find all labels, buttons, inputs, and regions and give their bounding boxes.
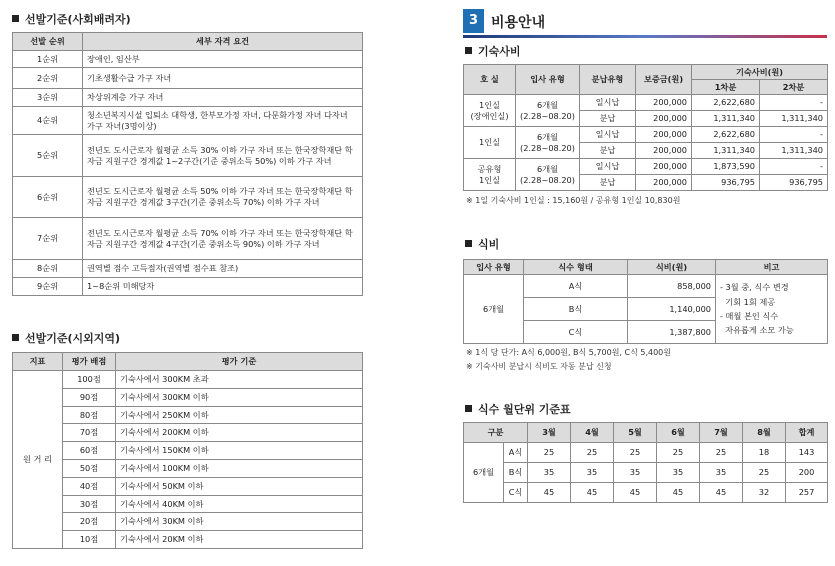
criteria-cell: 기숙사에서 50KM 이하: [116, 477, 363, 495]
col-header-category: 구분: [464, 423, 528, 443]
meal-type-cell: A식: [524, 275, 628, 298]
pay-type-cell: 분납: [580, 111, 636, 127]
rank-cell: 9순위: [13, 278, 83, 296]
col-header-deposit: 보증금(원): [636, 65, 692, 95]
deposit-cell: 200,000: [636, 175, 692, 191]
col-header-room: 호 실: [464, 65, 516, 95]
col-header-pay-type: 분납유형: [580, 65, 636, 95]
count-cell: 25: [528, 443, 571, 463]
rank-cell: 5순위: [13, 135, 83, 177]
section-title: 비용안내: [491, 15, 546, 31]
pay-type-cell: 분납: [580, 175, 636, 191]
count-cell: 45: [657, 483, 700, 503]
rank-cell: 2순위: [13, 68, 83, 89]
criteria-cell: 기숙사에서 300KM 초과: [116, 371, 363, 389]
count-cell: 25: [614, 443, 657, 463]
square-bullet-icon: [465, 240, 472, 247]
score-cell: 80점: [63, 406, 116, 424]
deposit-cell: 200,000: [636, 159, 692, 175]
count-cell: 45: [571, 483, 614, 503]
col-header-month: 7월: [700, 423, 743, 443]
dorm-fee-table: [463, 64, 828, 191]
meal-monthly-table: [463, 422, 828, 503]
section-number-badge: 3: [463, 9, 484, 33]
count-cell: 25: [743, 463, 786, 483]
col-header-meal-type: 식수 형태: [524, 260, 628, 275]
period-cell: 6개월 (2.28~08.20): [516, 95, 580, 127]
remarks-cell: - 3월 중, 식수 변경 기회 1회 제공 - 매월 본인 식수 자유롭게 소모 가능: [716, 275, 828, 344]
requirement-cell: 기초생활수급 가구 자녀: [83, 68, 363, 89]
first-installment-cell: 2,622,680: [692, 127, 760, 143]
requirement-cell: 청소년복지시설 입퇴소 대학생, 한부모가정 자녀, 다문화가정 자녀 다자녀 가구 자녀(3명이상): [83, 107, 363, 135]
score-cell: 20점: [63, 513, 116, 531]
count-cell: 35: [614, 463, 657, 483]
deposit-cell: 200,000: [636, 143, 692, 159]
col-header-month: 5월: [614, 423, 657, 443]
col-header-criteria: 평가 기준: [116, 353, 363, 371]
score-cell: 60점: [63, 442, 116, 460]
pay-type-cell: 일시납: [580, 95, 636, 111]
meal-type-cell: B식: [504, 463, 528, 483]
outside-criteria-table: [12, 352, 363, 549]
second-installment-cell: -: [760, 159, 828, 175]
count-cell: 35: [571, 463, 614, 483]
requirement-cell: 1~8순위 미해당자: [83, 278, 363, 296]
count-cell: 25: [700, 443, 743, 463]
meal-type-cell: A식: [504, 443, 528, 463]
count-cell: 45: [528, 483, 571, 503]
total-cell: 257: [786, 483, 828, 503]
col-header-meal-fee: 식비(원): [628, 260, 716, 275]
rank-cell: 8순위: [13, 260, 83, 278]
first-installment-cell: 1,873,590: [692, 159, 760, 175]
col-header-period: 입사 유형: [516, 65, 580, 95]
score-cell: 100점: [63, 371, 116, 389]
square-bullet-icon: [12, 334, 19, 341]
meal-type-cell: C식: [524, 321, 628, 344]
period-cell: 6개월 (2.28~08.20): [516, 127, 580, 159]
count-cell: 35: [528, 463, 571, 483]
meal-fee-note-unit-price: ※ 1식 당 단가: A식 6,000원, B식 5,700원, C식 5,400원: [466, 348, 671, 357]
count-cell: 25: [571, 443, 614, 463]
col-header-indicator: 지표: [13, 353, 63, 371]
meal-fee-note-installment: ※ 기숙사비 분납시 식비도 자동 분납 신청: [466, 362, 612, 371]
requirement-cell: 차상위계층 가구 자녀: [83, 89, 363, 107]
score-cell: 40점: [63, 477, 116, 495]
pay-type-cell: 일시납: [580, 159, 636, 175]
room-cell: 공유형 1인실: [464, 159, 516, 191]
meal-fee-cell: 858,000: [628, 275, 716, 298]
room-cell: 1인실: [464, 127, 516, 159]
count-cell: 25: [657, 443, 700, 463]
first-installment-cell: 2,622,680: [692, 95, 760, 111]
total-cell: 200: [786, 463, 828, 483]
meal-fee-cell: 1,387,800: [628, 321, 716, 344]
requirement-cell: 장애인, 임산부: [83, 51, 363, 68]
col-header-second-installment: 2차분: [760, 80, 828, 95]
criteria-cell: 기숙사에서 100KM 이하: [116, 459, 363, 477]
social-criteria-table: [12, 32, 363, 296]
second-installment-cell: 1,311,340: [760, 111, 828, 127]
rank-cell: 4순위: [13, 107, 83, 135]
square-bullet-icon: [465, 405, 472, 412]
score-cell: 70점: [63, 424, 116, 442]
rank-cell: 1순위: [13, 51, 83, 68]
rank-cell: 7순위: [13, 218, 83, 260]
criteria-cell: 기숙사에서 150KM 이하: [116, 442, 363, 460]
heading-meal-fee: 식비: [465, 236, 499, 252]
requirement-cell: 전년도 도시근로자 월평균 소득 70% 이하 가구 자녀 또는 한국장학재단 학자금 지원구간 경계값 4구간(기준 중위소득 90%) 이하 가구 자녀: [83, 218, 363, 260]
col-header-total: 합계: [786, 423, 828, 443]
score-cell: 30점: [63, 495, 116, 513]
rank-cell: 6순위: [13, 177, 83, 218]
first-installment-cell: 1,311,340: [692, 111, 760, 127]
square-bullet-icon: [12, 15, 19, 22]
deposit-cell: 200,000: [636, 95, 692, 111]
col-header-dorm-fee: 기숙사비(원): [692, 65, 828, 80]
meal-fee-table: [463, 259, 828, 344]
room-cell: 1인실 (장애인실): [464, 95, 516, 127]
col-header-month: 8월: [743, 423, 786, 443]
count-cell: 18: [743, 443, 786, 463]
deposit-cell: 200,000: [636, 127, 692, 143]
criteria-cell: 기숙사에서 30KM 이하: [116, 513, 363, 531]
heading-dorm-fee: 기숙사비: [465, 43, 521, 59]
deposit-cell: 200,000: [636, 111, 692, 127]
meal-type-cell: B식: [524, 298, 628, 321]
section-title-bar: [463, 9, 827, 35]
dorm-fee-note: ※ 1일 기숙사비 1인실 : 15,160원 / 공유형 1인실 10,830원: [466, 196, 681, 205]
col-header-month: 4월: [571, 423, 614, 443]
second-installment-cell: -: [760, 127, 828, 143]
score-cell: 90점: [63, 388, 116, 406]
count-cell: 32: [743, 483, 786, 503]
col-header-rank: 선발 순위: [13, 33, 83, 51]
period-cell: 6개월 (2.28~08.20): [516, 159, 580, 191]
heading-meal-monthly: 식수 월단위 기준표: [465, 401, 571, 417]
second-installment-cell: 1,311,340: [760, 143, 828, 159]
requirement-cell: 전년도 도시근로자 월평균 소득 30% 이하 가구 자녀 또는 한국장학재단 학자금 지원구간 경계값 1~2구간(기준 중위소득 50%) 이하 가구 자녀: [83, 135, 363, 177]
criteria-cell: 기숙사에서 300KM 이하: [116, 388, 363, 406]
first-installment-cell: 936,795: [692, 175, 760, 191]
period-cell: 6개월: [464, 275, 524, 344]
second-installment-cell: -: [760, 95, 828, 111]
requirement-cell: 전년도 도시근로자 월평균 소득 50% 이하 가구 자녀 또는 한국장학재단 학자금 지원구간 경계값 3구간(기준 중위소득 70%) 이하 가구 자녀: [83, 177, 363, 218]
score-cell: 50점: [63, 459, 116, 477]
period-cell: 6개월: [464, 443, 504, 503]
criteria-cell: 기숙사에서 20KM 이하: [116, 531, 363, 549]
first-installment-cell: 1,311,340: [692, 143, 760, 159]
heading-outside-criteria: 선발기준(시외지역): [12, 330, 120, 346]
second-installment-cell: 936,795: [760, 175, 828, 191]
col-header-requirement: 세부 자격 요건: [83, 33, 363, 51]
meal-fee-cell: 1,140,000: [628, 298, 716, 321]
meal-type-cell: C식: [504, 483, 528, 503]
indicator-cell: 원 거 리: [13, 371, 63, 549]
score-cell: 10점: [63, 531, 116, 549]
col-header-remarks: 비고: [716, 260, 828, 275]
count-cell: 45: [700, 483, 743, 503]
col-header-month: 6월: [657, 423, 700, 443]
square-bullet-icon: [465, 47, 472, 54]
section-divider: [463, 35, 827, 38]
col-header-score: 평가 배점: [63, 353, 116, 371]
col-header-first-installment: 1차분: [692, 80, 760, 95]
criteria-cell: 기숙사에서 250KM 이하: [116, 406, 363, 424]
count-cell: 35: [657, 463, 700, 483]
rank-cell: 3순위: [13, 89, 83, 107]
criteria-cell: 기숙사에서 200KM 이하: [116, 424, 363, 442]
pay-type-cell: 일시납: [580, 127, 636, 143]
heading-social-criteria: 선발기준(사회배려자): [12, 11, 131, 27]
count-cell: 35: [700, 463, 743, 483]
total-cell: 143: [786, 443, 828, 463]
requirement-cell: 권역별 점수 고득점자(권역별 점수표 참조): [83, 260, 363, 278]
criteria-cell: 기숙사에서 40KM 이하: [116, 495, 363, 513]
col-header-month: 3월: [528, 423, 571, 443]
pay-type-cell: 분납: [580, 143, 636, 159]
count-cell: 45: [614, 483, 657, 503]
col-header-period: 입사 유형: [464, 260, 524, 275]
